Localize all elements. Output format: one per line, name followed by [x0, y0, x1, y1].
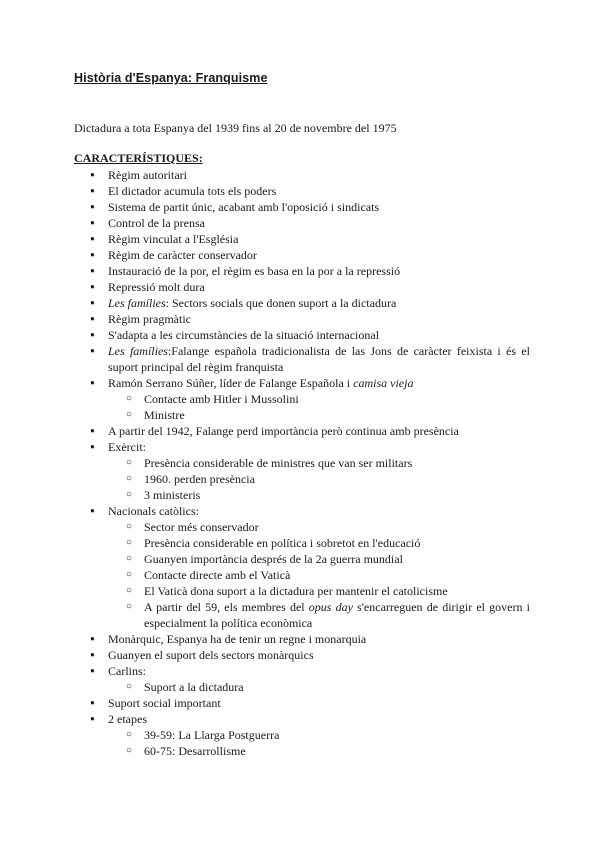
sub-list-item: ○ Presència considerable en política i sobretot en l'educació	[108, 535, 530, 551]
characteristics-list	[74, 167, 530, 759]
list-item: ● Suport social important	[74, 695, 530, 711]
list-item: ● Les famílies: Sectors socials que donen suport a la dictadura	[74, 295, 530, 311]
sub-list-item: ○ El Vaticà dona suport a la dictadura per mantenir el catolicisme	[108, 583, 530, 599]
sub-list-item: ○ 1960. perden presència	[108, 471, 530, 487]
list-item: ● Les famílies:Falange española tradicionalista de las Jons de caràcter feixista i és el suport principal del règim franquista	[74, 343, 530, 375]
list-item: ● 2 etapes ○ 39-59: La Llarga Postguerra ○ 60-75: Desarrollisme	[74, 711, 530, 759]
list-item: ● S'adapta a les circumstàncies de la situació internacional	[74, 327, 530, 343]
list-item: ● Règim vinculat a l'Església	[74, 231, 530, 247]
list-item: ● A partir del 1942, Falange perd importància però continua amb presència	[74, 423, 530, 439]
sublist	[108, 519, 530, 631]
list-item: ● Instauració de la por, el règim es basa en la por a la repressió	[74, 263, 530, 279]
list-item: ● Règim pragmàtic	[74, 311, 530, 327]
sublist	[108, 455, 530, 503]
list-item: ● Sistema de partit únic, acabant amb l'oposició i sindicats	[74, 199, 530, 215]
sublist	[108, 727, 530, 759]
sub-list-item: ○ Suport a la dictadura	[108, 679, 530, 695]
list-item: ● Nacionals catòlics: ○ Sector més conservador ○ Presència considerable en política i sobretot en l'educació ○ Guanyen importància després de la 2a guerra mundial ○ Contacte directe amb el Vaticà ○ El Vaticà dona suport a la dictadura per mantenir el catolicisme ○ A partir del 59, els membres del opus day s'encarreguen de dirigir el govern i especialment la política econòmica	[74, 503, 530, 631]
list-item: ● Carlins: ○ Suport a la dictadura	[74, 663, 530, 695]
sub-list-item: ○ 60-75: Desarrollisme	[108, 743, 530, 759]
document-title: Història d'Espanya: Franquisme	[74, 71, 268, 85]
sub-list-item: ○ 3 ministeris	[108, 487, 530, 503]
list-item: ● Control de la prensa	[74, 215, 530, 231]
sub-list-item: ○ Contacte directe amb el Vaticà	[108, 567, 530, 583]
section-heading: CARACTERÍSTIQUES:	[74, 151, 203, 165]
list-item: ● Exèrcit: ○ Presència considerable de ministres que van ser militars ○ 1960. perden presència ○ 3 ministeris	[74, 439, 530, 503]
list-item: ● Repressió molt dura	[74, 279, 530, 295]
list-item: ● Ramón Serrano Súñer, líder de Falange Española i camisa vieja ○ Contacte amb Hitler i Mussolini ○ Ministre	[74, 375, 530, 423]
sub-list-item: ○ A partir del 59, els membres del opus day s'encarreguen de dirigir el govern i especialment la política econòmica	[108, 599, 530, 631]
sub-list-item: ○ Presència considerable de ministres que van ser militars	[108, 455, 530, 471]
intro-paragraph: Dictadura a tota Espanya del 1939 fins al 20 de novembre del 1975	[74, 121, 397, 135]
sub-list-item: ○ Ministre	[108, 407, 530, 423]
sub-list-item: ○ Contacte amb Hitler i Mussolini	[108, 391, 530, 407]
sublist	[108, 391, 530, 423]
list-item: ● Règim autoritari	[74, 167, 530, 183]
list-item: ● Guanyen el suport dels sectors monàrquics	[74, 647, 530, 663]
sub-list-item: ○ Sector més conservador	[108, 519, 530, 535]
list-item: ● Monàrquic, Espanya ha de tenir un regne i monarquia	[74, 631, 530, 647]
sublist	[108, 679, 530, 695]
sub-list-item: ○ Guanyen importància després de la 2a guerra mundial	[108, 551, 530, 567]
list-item: ● Règim de caràcter conservador	[74, 247, 530, 263]
sub-list-item: ○ 39-59: La Llarga Postguerra	[108, 727, 530, 743]
list-item: ● El dictador acumula tots els poders	[74, 183, 530, 199]
